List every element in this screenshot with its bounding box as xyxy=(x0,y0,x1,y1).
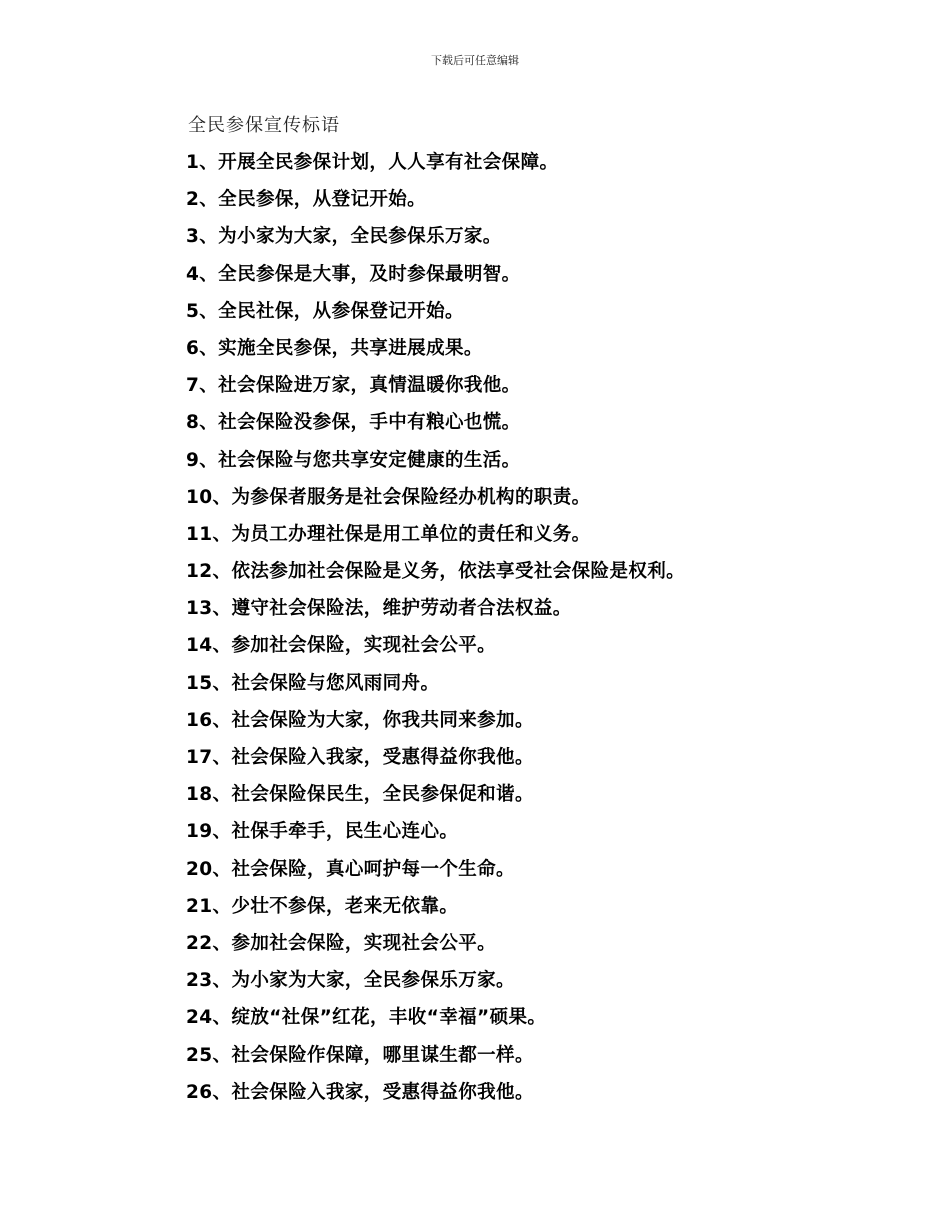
slogan-item: 9、社会保险与您共享安定健康的生活。 xyxy=(186,449,521,471)
slogan-list xyxy=(186,150,685,1117)
slogan-item: 20、社会保险，真心呵护每一个生命。 xyxy=(186,858,515,880)
slogan-item: 12、依法参加社会保险是义务，依法享受社会保险是权利。 xyxy=(186,561,686,583)
slogan-item: 25、社会保险作保障，哪里谋生都一样。 xyxy=(186,1044,534,1066)
slogan-item: 21、少壮不参保，老来无依靠。 xyxy=(186,895,459,917)
slogan-item: 4、全民参保是大事，及时参保最明智。 xyxy=(186,263,521,285)
slogan-item: 17、社会保险入我家，受惠得益你我他。 xyxy=(186,747,534,768)
slogan-item: 15、社会保险与您风雨同舟。 xyxy=(186,672,440,694)
slogan-item: 7、社会保险进万家，真情温暖你我他。 xyxy=(186,375,521,397)
slogan-item: 18、社会保险保民生，全民参保促和谐。 xyxy=(186,784,534,806)
slogan-item: 23、为小家为大家，全民参保乐万家。 xyxy=(186,970,515,992)
page-header-note: 下载后可任意编辑 xyxy=(431,54,519,67)
slogan-item: 11、为员工办理社保是用工单位的责任和义务。 xyxy=(186,523,591,545)
slogan-item: 8、社会保险没参保，手中有粮心也慌。 xyxy=(186,412,521,434)
slogan-item: 19、社保手牵手，民生心连心。 xyxy=(186,821,459,843)
slogan-item: 13、遵守社会保险法，维护劳动者合法权益。 xyxy=(186,598,572,620)
slogan-item: 16、社会保险为大家，你我共同来参加。 xyxy=(186,709,534,731)
slogan-item: 26、社会保险入我家，受惠得益你我他。 xyxy=(186,1081,534,1103)
slogan-item: 3、为小家为大家，全民参保乐万家。 xyxy=(186,226,502,248)
slogan-item: 10、为参保者服务是社会保险经办机构的职责。 xyxy=(186,486,591,508)
slogan-item: 6、实施全民参保，共享进展成果。 xyxy=(186,337,483,359)
slogan-item: 5、全民社保，从参保登记开始。 xyxy=(186,300,464,322)
slogan-item: 2、全民参保，从登记开始。 xyxy=(186,189,427,211)
document-title: 全民参保宣传标语 xyxy=(188,115,340,136)
slogan-item: 22、参加社会保险，实现社会公平。 xyxy=(186,932,497,954)
slogan-item: 1、开展全民参保计划，人人享有社会保障。 xyxy=(186,152,559,173)
slogan-item: 24、绽放“社保”红花，丰收“幸福”硕果。 xyxy=(186,1007,547,1029)
slogan-item: 14、参加社会保险，实现社会公平。 xyxy=(186,635,497,657)
